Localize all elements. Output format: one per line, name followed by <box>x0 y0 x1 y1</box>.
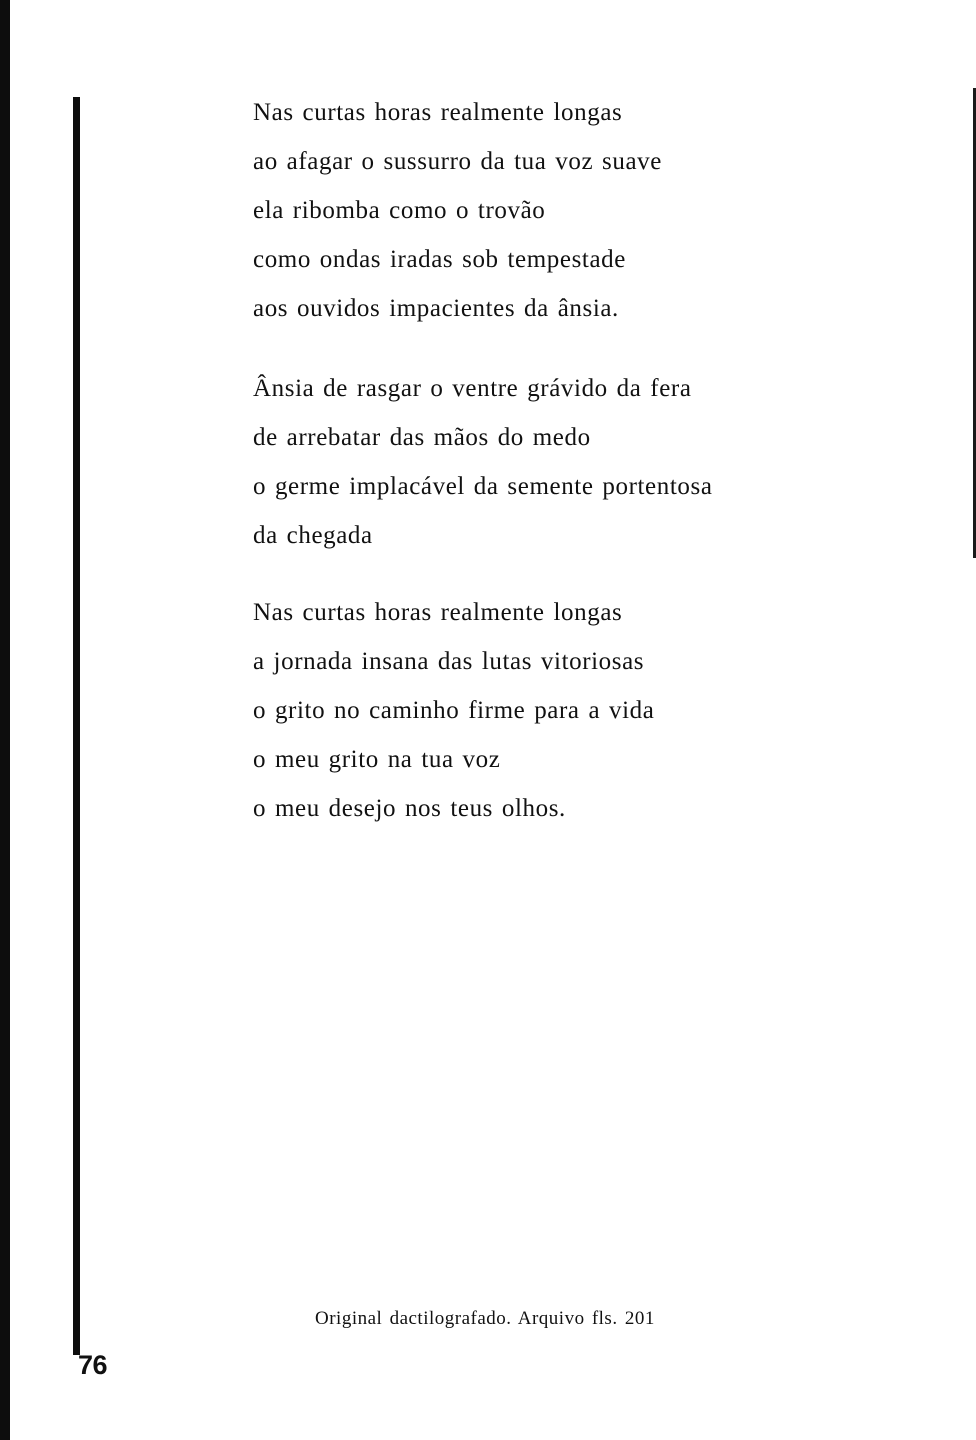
poem-stanza-3 <box>253 588 654 833</box>
poem-line: o meu desejo nos teus olhos. <box>253 795 566 822</box>
margin-bar <box>73 97 80 1355</box>
poem-line: Nas curtas horas realmente longas <box>253 99 623 126</box>
poem-line: da chegada <box>253 522 373 549</box>
poem-line: o germe implacável da semente portentosa <box>253 473 713 500</box>
poem-line: Ânsia de rasgar o ventre grávido da fera <box>253 375 692 402</box>
poem-line: a jornada insana das lutas vitoriosas <box>253 648 645 675</box>
poem-line: o meu grito na tua voz <box>253 746 501 773</box>
poem-line: ela ribomba como o trovão <box>253 197 546 224</box>
poem-stanza-1 <box>253 88 662 333</box>
source-footnote: Original dactilografado. Arquivo fls. 201 <box>315 1308 655 1329</box>
page-number: 76 <box>78 1350 108 1380</box>
poem-stanza-2 <box>253 364 713 560</box>
poem-line: como ondas iradas sob tempestade <box>253 246 626 273</box>
scan-edge-left <box>0 0 10 1440</box>
poem-line: o grito no caminho firme para a vida <box>253 697 655 724</box>
poem-line: ao afagar o sussurro da tua voz suave <box>253 148 662 175</box>
poem-line: de arrebatar das mãos do medo <box>253 424 591 451</box>
poem-line: aos ouvidos impacientes da ânsia. <box>253 295 619 322</box>
poem-line: Nas curtas horas realmente longas <box>253 599 623 626</box>
